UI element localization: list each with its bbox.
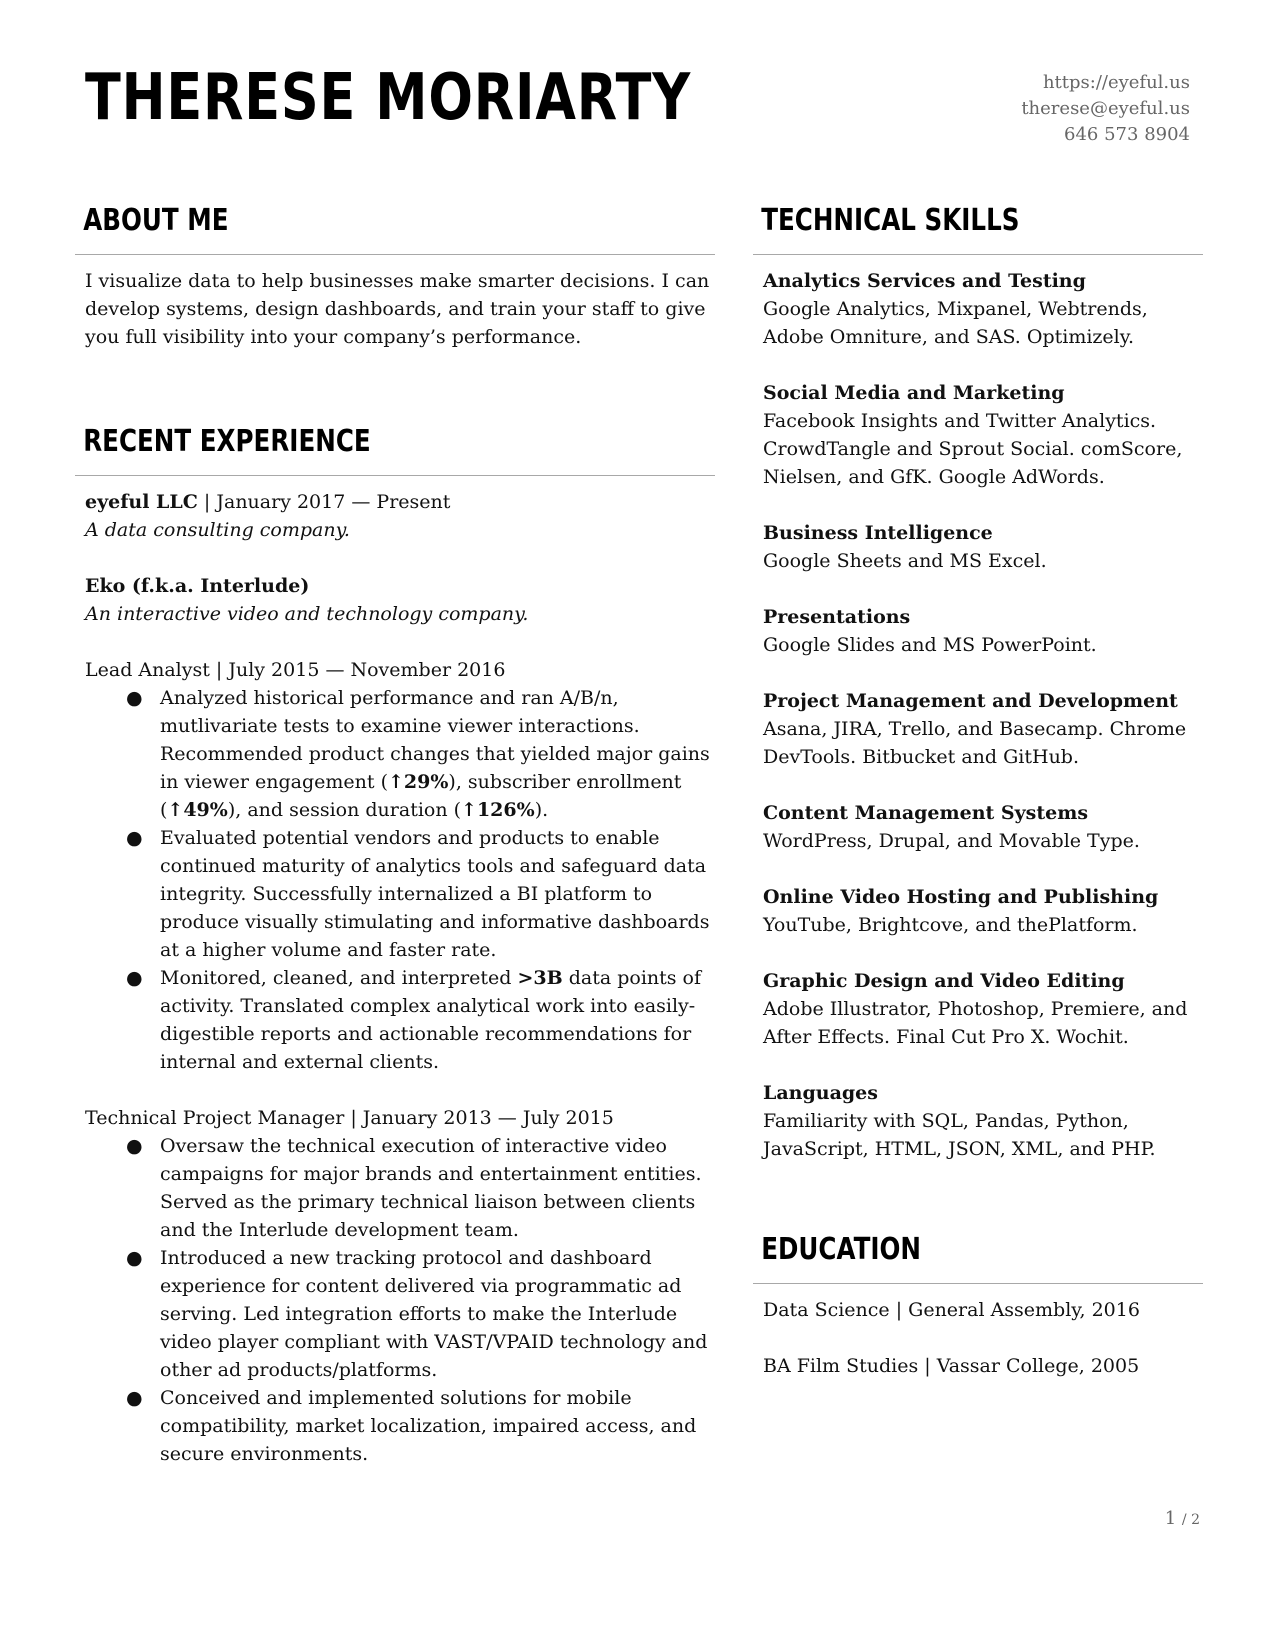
list-item: ● Introduced a new tracking protocol and dashboard experience for content delivered via programmatic ad serving. Led integration efforts to make the Interlude video player compliant with VAST/VPAID technology and other ad products/platforms. xyxy=(85,1244,715,1384)
list-item: ● Oversaw the technical execution of interactive video campaigns for major brands and entertainment entities. Served as the primary technical liaison between clients and the Interlude development team. xyxy=(85,1132,715,1244)
company-description: A data consulting company. xyxy=(85,519,350,541)
section-divider xyxy=(753,1283,1203,1284)
company-name: eyeful LLC xyxy=(85,491,198,513)
bullet-icon: ● xyxy=(126,687,143,709)
stat-duration: ↑126% xyxy=(461,799,535,821)
eyeful-job-header xyxy=(85,488,715,516)
bullet-icon: ● xyxy=(126,967,143,989)
education-heading: EDUCATION xyxy=(761,1232,922,1267)
skill-title: Content Management Systems xyxy=(763,802,1089,824)
phone-number: 646 573 8904 xyxy=(1064,124,1190,145)
skill-title: Project Management and Development xyxy=(763,690,1178,712)
candidate-name: THERESE MORIARTY xyxy=(85,61,692,135)
skill-title: Graphic Design and Video Editing xyxy=(763,970,1125,992)
role-header-technical-pm xyxy=(85,1104,715,1132)
left-column xyxy=(75,196,715,1468)
skill-text: Google Slides and MS PowerPoint. xyxy=(763,634,1097,656)
stat-engagement: ↑29% xyxy=(388,771,449,793)
about-heading: ABOUT ME xyxy=(83,203,229,238)
skill-text: Adobe Illustrator, Photoshop, Premiere, and After Effects. Final Cut Pro X. Wochit. xyxy=(763,998,1188,1048)
skill-group xyxy=(763,687,1203,771)
skill-text: WordPress, Drupal, and Movable Type. xyxy=(763,830,1140,852)
website-link[interactable]: https://eyeful.us xyxy=(1042,72,1190,93)
role-header-lead-analyst xyxy=(85,656,715,684)
skill-group xyxy=(763,1079,1203,1163)
job-dates: | January 2017 — Present xyxy=(197,491,451,513)
skill-group xyxy=(763,883,1203,939)
skills-heading: TECHNICAL SKILLS xyxy=(761,203,1020,238)
skill-title: Online Video Hosting and Publishing xyxy=(763,886,1159,908)
skill-text: YouTube, Brightcove, and thePlatform. xyxy=(763,914,1138,936)
bullet-icon: ● xyxy=(126,1135,143,1157)
education-item: Data Science | General Assembly, 2016 xyxy=(763,1299,1140,1321)
list-item: ● Monitored, cleaned, and interpreted >3B data points of activity. Translated complex analytical work into easily-digestible reports and actionable recommendations for internal and external clients. xyxy=(85,964,715,1076)
skill-group xyxy=(763,799,1203,855)
skill-text: Google Sheets and MS Excel. xyxy=(763,550,1047,572)
about-section xyxy=(75,267,715,351)
experience-section xyxy=(75,488,715,1468)
stat-data-points: >3B xyxy=(517,967,563,989)
skills-section xyxy=(753,267,1203,1163)
role-title: Lead Analyst xyxy=(85,659,210,681)
experience-heading: RECENT EXPERIENCE xyxy=(83,424,371,459)
right-column xyxy=(753,196,1203,1408)
about-text: I visualize data to help businesses make smarter decisions. I can develop systems, design dashboards, and train your staff to give you full visibility into your company’s performance. xyxy=(85,270,710,348)
technical-pm-bullets xyxy=(85,1132,715,1468)
company-name: Eko (f.k.a. Interlude) xyxy=(85,575,310,597)
skill-text: Facebook Insights and Twitter Analytics. CrowdTangle and Sprout Social. comScore, Nielsen, and GfK. Google AdWords. xyxy=(763,410,1183,488)
bullet-icon: ● xyxy=(126,827,143,849)
bullet-icon: ● xyxy=(126,1387,143,1409)
section-divider xyxy=(75,475,715,476)
section-divider xyxy=(753,254,1203,255)
company-description: An interactive video and technology company. xyxy=(85,603,529,625)
skill-title: Analytics Services and Testing xyxy=(763,270,1086,292)
skill-group xyxy=(763,267,1203,351)
contact-block xyxy=(1021,70,1190,148)
role-title: Technical Project Manager xyxy=(85,1107,345,1129)
skill-text: Asana, JIRA, Trello, and Basecamp. Chrome DevTools. Bitbucket and GitHub. xyxy=(763,718,1187,768)
section-divider xyxy=(75,254,715,255)
skill-title: Business Intelligence xyxy=(763,522,993,544)
lead-analyst-bullets xyxy=(85,684,715,1076)
bullet-icon: ● xyxy=(126,1247,143,1269)
skill-group xyxy=(763,603,1203,659)
list-item: ● Analyzed historical performance and ran A/B/n, mutlivariate tests to examine viewer interactions. Recommended product changes that yielded major gains in viewer engagement (↑29%), subscriber enrollment (↑49%), and session duration (↑126%). xyxy=(85,684,715,824)
email-link[interactable]: therese@eyeful.us xyxy=(1021,98,1190,119)
skill-group xyxy=(763,379,1203,491)
stat-enrollment: ↑49% xyxy=(167,799,228,821)
current-page: 1 xyxy=(1164,1508,1177,1529)
skill-text: Familiarity with SQL, Pandas, Python, JavaScript, HTML, JSON, XML, and PHP. xyxy=(763,1110,1156,1160)
skill-group xyxy=(763,967,1203,1051)
role-dates: | January 2013 — July 2015 xyxy=(344,1107,614,1129)
skill-title: Languages xyxy=(763,1082,878,1104)
list-item: ● Conceived and implemented solutions for mobile compatibility, market localization, impaired access, and secure environments. xyxy=(85,1384,715,1468)
education-section xyxy=(753,1296,1203,1380)
education-item: BA Film Studies | Vassar College, 2005 xyxy=(763,1355,1140,1377)
skill-group xyxy=(763,519,1203,575)
eko-company-header xyxy=(85,572,715,600)
skill-title: Presentations xyxy=(763,606,911,628)
skill-text: Google Analytics, Mixpanel, Webtrends, Adobe Omniture, and SAS. Optimizely. xyxy=(763,298,1148,348)
skill-title: Social Media and Marketing xyxy=(763,382,1065,404)
list-item: ● Evaluated potential vendors and products to enable continued maturity of analytics tools and safeguard data integrity. Successfully internalized a BI platform to produce visually stimulating and informative dashboards at a higher volume and faster rate. xyxy=(85,824,715,964)
role-dates: | July 2015 — November 2016 xyxy=(209,659,506,681)
page-number xyxy=(1165,1508,1200,1529)
total-pages: / 2 xyxy=(1181,1512,1200,1528)
